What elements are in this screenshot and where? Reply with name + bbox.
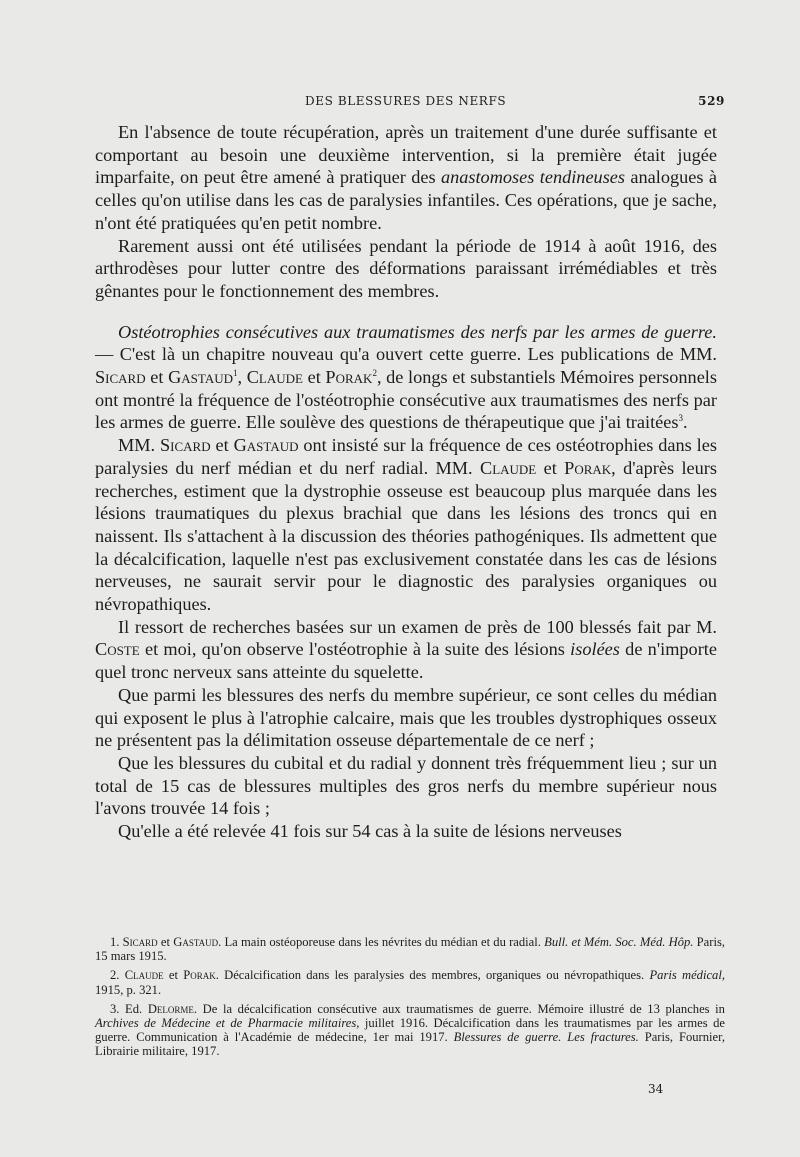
- author-name: Sicard: [95, 367, 146, 388]
- paragraph-4: MM. Sicard et Gastaud ont insisté sur la fréquence de ces ostéotrophies dans les paralysies du nerf médian et du nerf radial. MM. Claude et Porak, d'après leurs recherches, estiment que la dystrophie osseuse est beaucoup plus marquée dans les lésions traumatiques du plexus brachial que dans les lésions des troncs qui en naissent. Ils s'attachent à la discussion des théories pathogéniques. Ils admettent que la décalcification, laquelle n'est pas exclusivement constatée dans les cas de lésions nerveuses, ne saurait servir pour le diagnostic des paralysies organiques ou névropathiques.: [95, 435, 717, 615]
- author-name: Claude: [124, 968, 164, 983]
- paragraph-8: Qu'elle a été relevée 41 fois sur 54 cas à la suite de lésions nerveuses: [118, 821, 622, 842]
- paragraph-3: Ostéotrophies consécutives aux traumatismes des nerfs par les armes de guerre. — C'est là un chapitre nouveau qu'a ouvert cette guerre. Les publications de MM. Sicard et Gastaud$^1$, Claude et Porak$^2$, de longs et substantiels Mémoires personnels ont montré la fréquence de l'ostéotrophie consécutive aux traumatismes des nerfs par les armes de guerre. Elle soulève des questions de thérapeutique que j'ai traitées$^3$.: [95, 321, 717, 433]
- journal-title: Archives de Médecine et de Pharmacie militaires,: [95, 1016, 360, 1031]
- emphasis: isolées: [570, 639, 620, 660]
- author-name: Sicard: [159, 435, 211, 456]
- footnote-3: 3. Ed. Delorme. De la décalcification consécutive aux traumatismes de guerre. Mémoire illustré de 13 planches in Archives de Médecine et de Pharmacie militaires, juillet 1916. Décalcification dans les traumatismes par les armes de guerre. Communication à l'Académie de médecine, 1er mai 1917. Blessures de guerre. Les fractures. Paris, Fournier, Librairie militaire, 1917.: [95, 1001, 725, 1059]
- paragraph-7: Que les blessures du cubital et du radial y donnent très fréquemment lieu ; sur un total de 15 cas de blessures multiples des gros nerfs du membre supérieur nous l'avons trouvée 14 fois ;: [95, 752, 717, 819]
- author-name: Porak: [325, 367, 373, 388]
- footnote-ref: 1: [232, 367, 238, 378]
- body-text: [95, 121, 717, 843]
- paragraph-6: Que parmi les blessures des nerfs du membre supérieur, ce sont celles du médian qui exposent le plus à l'atrophie calcaire, mais que les troubles dystrophiques osseux ne présentent pas la délimitation osseuse départementale de ce nerf ;: [95, 684, 717, 751]
- author-name: Gastaud: [233, 435, 299, 456]
- author-name: Coste: [95, 639, 140, 660]
- author-name: Claude: [480, 457, 537, 478]
- paragraph-5: Il ressort de recherches basées sur un examen de près de 100 blessés fait par M. Coste et moi, qu'on observe l'ostéotrophie à la suite des lésions isolées de n'importe quel tronc nerveux sans atteinte du squelette.: [95, 616, 717, 683]
- section-heading: Ostéotrophies consécutives aux traumatismes des nerfs par les armes de guerre.: [118, 321, 717, 342]
- author-name: Claude: [246, 367, 303, 388]
- journal-title: Bull. et Mém. Soc. Méd. Hôp.: [544, 935, 694, 949]
- signature-mark: 34: [648, 1082, 664, 1096]
- page-number: 529: [698, 94, 725, 108]
- author-name: Porak: [564, 457, 612, 478]
- footnote-2: 2. Claude et Porak. Décalcification dans les paralysies des membres, organiques ou névropathiques. Paris médical, 1915, p. 321.: [95, 968, 726, 997]
- author-name: Delorme: [147, 1001, 194, 1016]
- footnote-1: 1. Sicard et Gastaud. La main ostéoporeuse dans les névrites du médian et du radial. Bull. et Mém. Soc. Méd. Hôp. Paris, 15 mars 1915.: [95, 935, 726, 964]
- author-name: Gastaud: [173, 935, 219, 949]
- paragraph-1: En l'absence de toute récupération, après un traitement d'une durée suffisante et comportant au besoin une deuxième intervention, si la première était jugée imparfaite, on peut être amené à pratiquer des anastomoses tendineuses analogues à celles qu'on utilise dans les cas de paralysies infantiles. Ces opérations, que je sache, n'ont été pratiquées qu'en petit nombre.: [95, 122, 717, 233]
- running-title: DES BLESSURES DES NERFS: [305, 94, 507, 108]
- book-title: Blessures de guerre. Les fractures.: [453, 1030, 639, 1045]
- author-name: Porak: [183, 968, 216, 983]
- footnotes: [95, 935, 725, 1064]
- paragraph-2: Rarement aussi ont été utilisées pendant la période de 1914 à août 1916, des arthrodèses pour lutter contre des déformations paraissant irrémédiables et très gênantes pour le fonctionnement des membres.: [95, 235, 717, 301]
- emphasis: anastomoses tendineuses: [440, 167, 626, 188]
- author-name: Sicard: [122, 935, 158, 949]
- author-name: Gastaud: [168, 367, 233, 388]
- footnote-ref: 2: [372, 367, 377, 378]
- journal-title: Paris médical,: [649, 968, 726, 983]
- footnote-ref: 3: [678, 413, 684, 424]
